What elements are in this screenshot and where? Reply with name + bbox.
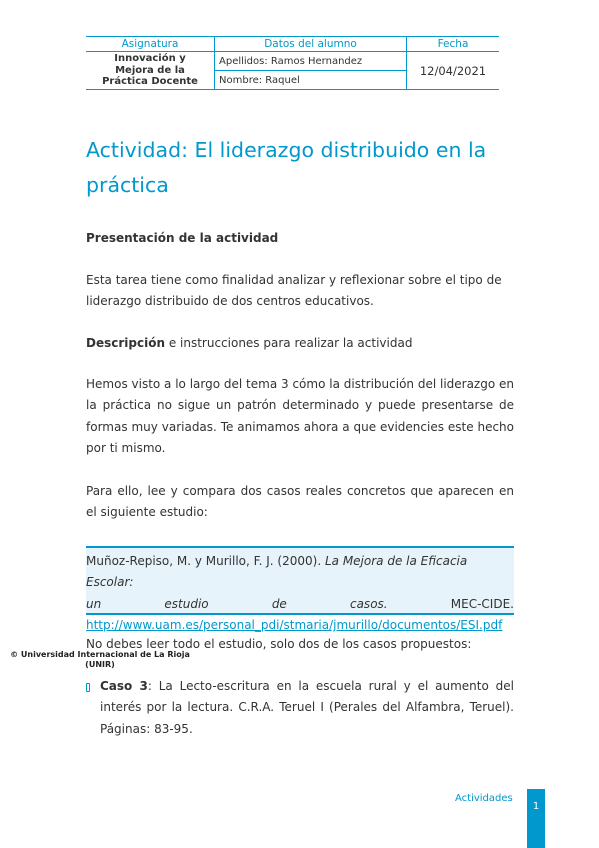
header-col-subject: Asignatura — [86, 37, 215, 52]
bullet-icon — [86, 683, 90, 692]
reference-line-2 — [86, 594, 514, 615]
name-cell: Nombre: Raquel — [215, 71, 407, 90]
case-description: : La Lecto-escritura en la escuela rural y el aumento del interés por la lectura. C.R.A. Teruel I (Perales del Alfambra, Teruel). Páginas: 83-95. — [100, 679, 514, 736]
description-bold: Descripción — [86, 336, 165, 350]
paragraph-intro: Hemos visto a lo largo del tema 3 cómo la distribución del liderazgo en la práctica no sigue un patrón determinado y puede presentarse de formas muy variadas. Te animamos ahora a que evidencies este hecho por ti mismo. — [86, 377, 514, 455]
subject-line: Mejora de la — [115, 64, 185, 76]
case-text — [100, 676, 514, 740]
case-label: Caso 3 — [100, 679, 148, 693]
header-col-student: Datos del alumno — [215, 37, 407, 52]
header-table — [86, 36, 499, 90]
date-cell: 12/04/2021 — [407, 52, 500, 90]
reference-box — [86, 546, 514, 632]
copyright-notice — [10, 650, 190, 670]
reference-link[interactable]: http://www.uam.es/personal_pdi/stmaria/jmurillo/documentos/ESI.pdf — [86, 617, 503, 632]
copyright-line: © Universidad Internacional de La Rioja — [10, 650, 190, 659]
description-heading — [86, 333, 514, 354]
reference-word: un — [86, 596, 102, 611]
reference-title: La Mejora de la Eficacia Escolar: — [86, 554, 468, 590]
page-number: 1 — [532, 801, 540, 812]
reference-publisher: MEC-CIDE. — [450, 596, 514, 611]
footer-label: Actividades — [455, 793, 513, 804]
surname-cell: Apellidos: Ramos Hernandez — [215, 52, 407, 71]
paragraph-cases: No debes leer todo el estudio, solo dos de los casos propuestos: — [86, 637, 472, 651]
presentation-text — [86, 270, 514, 313]
copyright-line: (UNIR) — [85, 660, 115, 669]
reference-line-1 — [86, 551, 514, 594]
presentation-line: Esta tarea tiene como finalidad analizar y reflexionar sobre el tipo de — [86, 273, 502, 287]
reference-authors: Muñoz-Repiso, M. y Murillo, F. J. (2000). — [86, 554, 325, 568]
title-line: práctica — [86, 173, 169, 197]
reference-word: casos. — [349, 596, 388, 611]
list-item — [86, 676, 514, 740]
page-number-box — [527, 789, 545, 848]
title-line: Actividad: El liderazgo distribuido en la — [86, 138, 487, 162]
subject-line: Innovación y — [114, 53, 186, 65]
description-rest: e instrucciones para realizar la actividad — [165, 336, 413, 350]
presentation-heading: Presentación de la actividad — [86, 231, 279, 245]
reference-word: estudio — [164, 596, 209, 611]
activity-title — [86, 133, 516, 203]
paragraph-study: Para ello, lee y compara dos casos reales concretos que aparecen en el siguiente estudio: — [86, 484, 514, 520]
subject-cell — [86, 52, 215, 90]
reference-line-3 — [86, 615, 514, 636]
header-col-date: Fecha — [407, 37, 500, 52]
presentation-line: liderazgo distribuido de dos centros educativos. — [86, 294, 374, 309]
subject-line: Práctica Docente — [102, 76, 198, 88]
reference-word: de — [271, 596, 287, 611]
